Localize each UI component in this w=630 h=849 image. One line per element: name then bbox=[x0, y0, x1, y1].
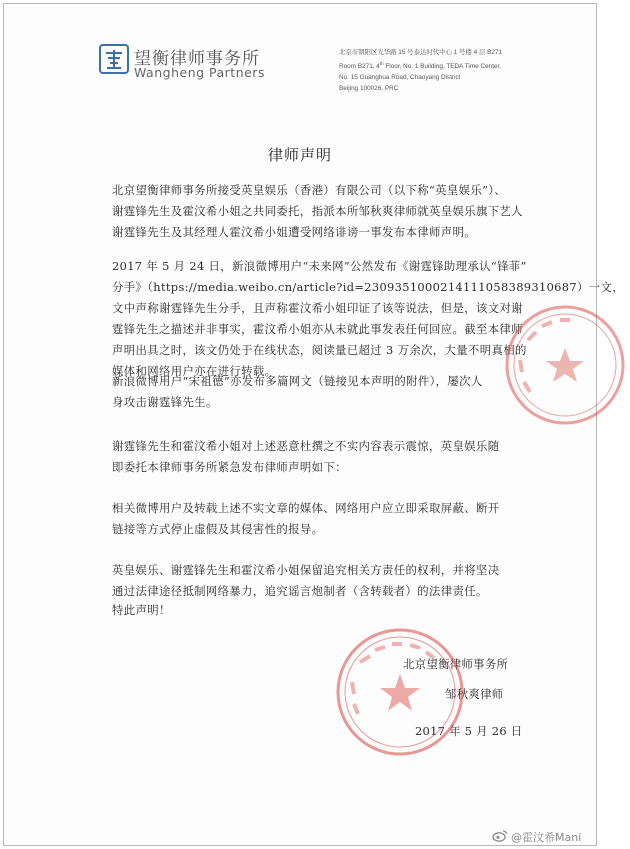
weibo-logo-icon bbox=[492, 829, 508, 842]
signature-lawyer: 邹秋爽律师 bbox=[445, 687, 504, 701]
text-line: 北京望衡律师事务所接受英皇娱乐（香港）有限公司（以下称“英皇娱乐”）、 bbox=[112, 183, 507, 197]
firm-name-en: Wangheng Partners bbox=[134, 65, 265, 80]
paragraph-5 bbox=[112, 498, 512, 540]
text-line: 谢霆锋先生及霍汶希小姐之共同委托，指派本所邹秋爽律师就英皇娱乐旗下艺人 bbox=[112, 204, 523, 218]
address-line: Beijing 100026, PRC bbox=[339, 85, 399, 93]
paragraph-3 bbox=[112, 371, 512, 413]
text-line: 谢霆锋先生和霍汶希小姐对上述恶意杜撰之不实内容表示震惊，英皇娱乐随 bbox=[112, 439, 500, 453]
paragraph-1 bbox=[112, 180, 523, 243]
text-line: 2017 年 5 月 24 日，新浪微博用户“未来网”公然发布《谢霆锋助理承认“锋菲” bbox=[112, 259, 527, 273]
address-line: Room B271, 4th Floor, No. 1 Building, TEDA Time Center, bbox=[339, 61, 502, 71]
text-line: 英皇娱乐、谢霆锋先生和霍汶希小姐保留追究相关方责任的权利，并将坚决 bbox=[112, 563, 500, 577]
text-line: 文中声称谢霆锋先生分手，且声称霍汶希小姐印证了该等说法，但是，该文对谢 bbox=[112, 301, 523, 315]
firm-address bbox=[339, 47, 502, 94]
paragraph-4 bbox=[112, 436, 512, 478]
text-line: 相关微博用户及转载上述不实文章的媒体、网络用户应立即采取屏蔽、断开 bbox=[112, 501, 500, 515]
firm-name-cn: 望衡律师事务所 bbox=[134, 49, 260, 69]
text-line: 分手》（https://media.weibo.cn/article?id=2309351000214111058389310687）一文， bbox=[112, 280, 624, 294]
firm-logo-icon bbox=[99, 44, 129, 74]
weibo-watermark: @霍汶希Mani bbox=[511, 831, 582, 844]
address-line: 北京市朝阳区光华路 15 号泰达时代中心 1 号楼 4 层 B271 bbox=[339, 49, 502, 56]
text-line: 新浪微博用户“宋祖德”亦发布多篇网文（链接见本声明的附件），屡次人 bbox=[112, 374, 483, 388]
text-line: 谢霆锋先生及其经理人霍汶希小姐遭受网络诽谤一事发布本律师声明。 bbox=[112, 225, 476, 239]
text-line: 通过法律途径抵制网络暴力，追究谣言炮制者（含转载者）的法律责任。 bbox=[112, 584, 488, 598]
address-line: No. 15 Guanghua Road, Chaoyang District bbox=[339, 74, 461, 82]
text-line: 霆锋先生之描述并非事实，霍汶希小姐亦从未就此事发表任何回应。截至本律师 bbox=[112, 322, 523, 336]
document-title: 律师声明 bbox=[267, 146, 332, 164]
document-page bbox=[3, 3, 624, 846]
paragraph-7 bbox=[112, 600, 512, 621]
paragraph-6 bbox=[112, 560, 512, 602]
signature-firm: 北京望衡律师事务所 bbox=[403, 657, 509, 671]
text-line: 声明出具之时，该文仍处于在线状态，阅读量已超过 3 万余次，大量不明真相的 bbox=[112, 343, 527, 357]
text-line: 身攻击谢霆锋先生。 bbox=[112, 395, 218, 409]
text-line: 特此声明！ bbox=[112, 603, 171, 617]
text-line: 链接等方式停止虚假及其侵害性的报导。 bbox=[112, 522, 324, 536]
signature-date: 2017 年 5 月 26 日 bbox=[415, 724, 523, 738]
text-line: 即委托本律师事务所紧急发布律师声明如下： bbox=[112, 460, 347, 474]
text-line: 媒体和网络用户亦在进行转载。 bbox=[112, 364, 277, 378]
paragraph-2 bbox=[112, 256, 624, 382]
